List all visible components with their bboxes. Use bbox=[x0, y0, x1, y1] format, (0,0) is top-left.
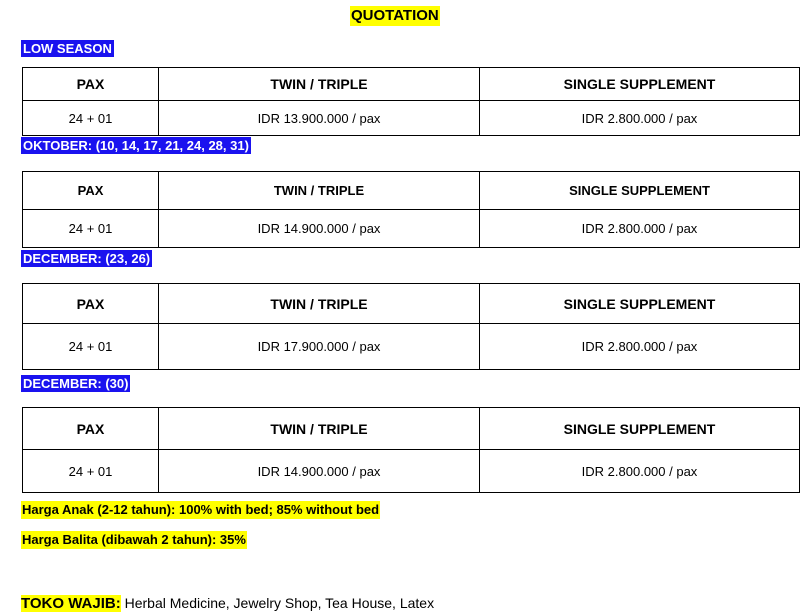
single-supplement-price: IDR 2.800.000 / pax bbox=[480, 101, 800, 136]
single-supplement-price: IDR 2.800.000 / pax bbox=[480, 450, 800, 493]
pax-value: 24 + 01 bbox=[23, 210, 159, 248]
price-table-low-season bbox=[22, 67, 800, 136]
infant-price-note: Harga Balita (dibawah 2 tahun): 35% bbox=[22, 532, 246, 547]
quotation-title: QUOTATION bbox=[351, 7, 439, 24]
pax-value: 24 + 01 bbox=[23, 450, 159, 493]
pax-header: PAX bbox=[23, 172, 159, 210]
season-label-oktober: OKTOBER: (10, 14, 17, 21, 24, 28, 31) bbox=[23, 138, 249, 153]
single-supplement-header: SINGLE SUPPLEMENT bbox=[480, 172, 800, 210]
mandatory-shops-line bbox=[21, 593, 434, 613]
twin-triple-price: IDR 14.900.000 / pax bbox=[159, 450, 480, 493]
season-label-december-23-26: DECEMBER: (23, 26) bbox=[23, 251, 151, 266]
twin-triple-header: TWIN / TRIPLE bbox=[159, 172, 480, 210]
child-price-note: Harga Anak (2-12 tahun): 100% with bed; 85% without bed bbox=[22, 502, 380, 517]
mandatory-shops-list: Herbal Medicine, Jewelry Shop, Tea House, Latex bbox=[120, 595, 435, 611]
price-table-oktober bbox=[22, 171, 800, 248]
twin-triple-header: TWIN / TRIPLE bbox=[159, 408, 480, 450]
pax-header: PAX bbox=[23, 284, 159, 324]
twin-triple-header: TWIN / TRIPLE bbox=[159, 68, 480, 101]
single-supplement-header: SINGLE SUPPLEMENT bbox=[480, 408, 800, 450]
pax-value: 24 + 01 bbox=[23, 101, 159, 136]
mandatory-shops-label: TOKO WAJIB: bbox=[21, 595, 121, 612]
single-supplement-header: SINGLE SUPPLEMENT bbox=[480, 284, 800, 324]
single-supplement-price: IDR 2.800.000 / pax bbox=[480, 210, 800, 248]
pax-header: PAX bbox=[23, 408, 159, 450]
pax-header: PAX bbox=[23, 68, 159, 101]
single-supplement-price: IDR 2.800.000 / pax bbox=[480, 324, 800, 370]
season-label-december-30: DECEMBER: (30) bbox=[23, 376, 129, 391]
pax-value: 24 + 01 bbox=[23, 324, 159, 370]
twin-triple-price: IDR 17.900.000 / pax bbox=[159, 324, 480, 370]
twin-triple-price: IDR 14.900.000 / pax bbox=[159, 210, 480, 248]
price-table-december-23-26 bbox=[22, 283, 800, 370]
season-label-low: LOW SEASON bbox=[23, 41, 112, 56]
twin-triple-price: IDR 13.900.000 / pax bbox=[159, 101, 480, 136]
price-table-december-30 bbox=[22, 407, 800, 493]
single-supplement-header: SINGLE SUPPLEMENT bbox=[480, 68, 800, 101]
twin-triple-header: TWIN / TRIPLE bbox=[159, 284, 480, 324]
